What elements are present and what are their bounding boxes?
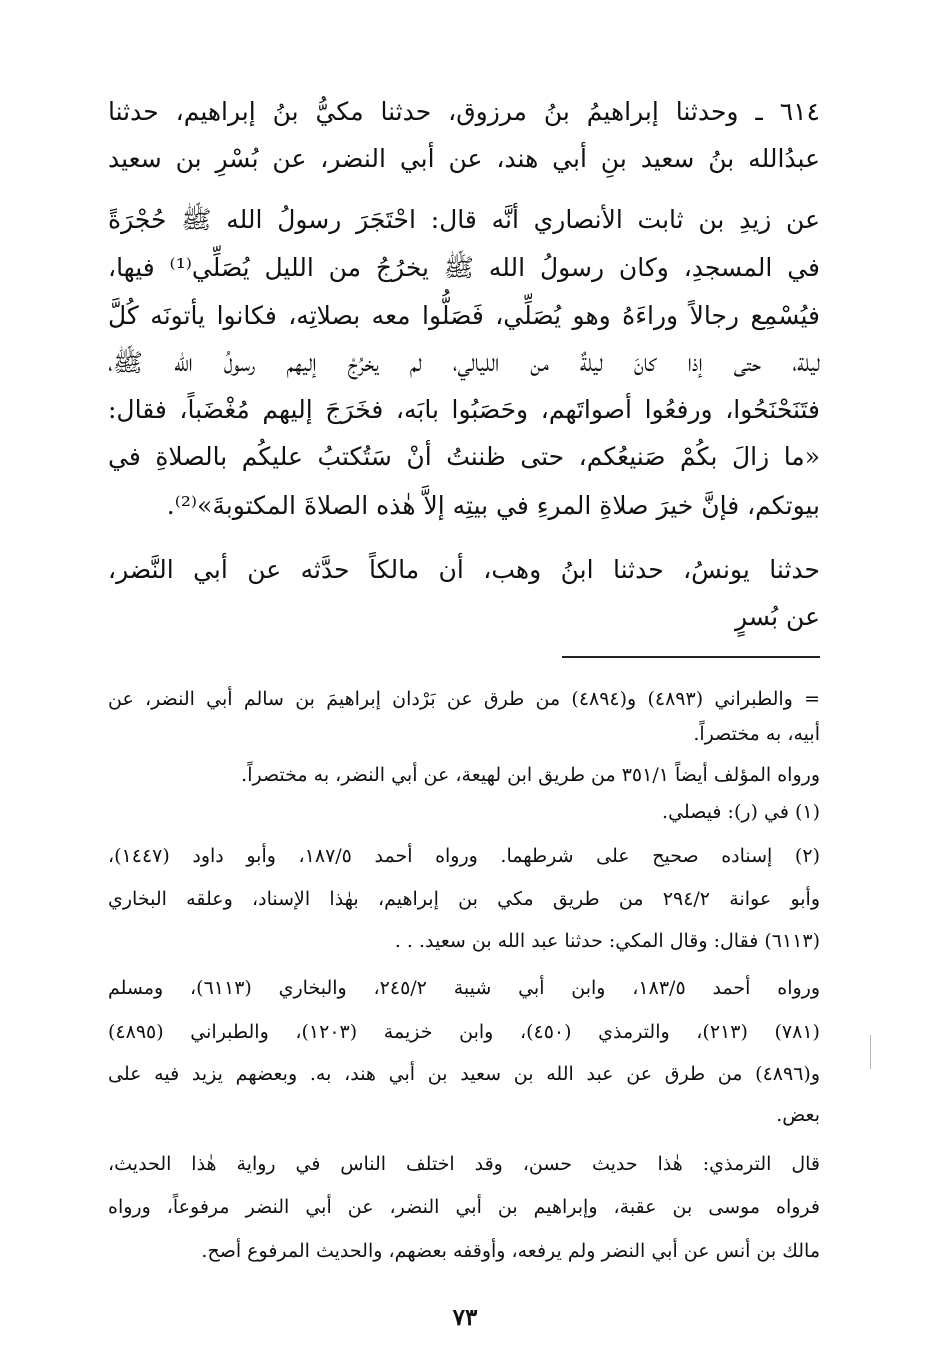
main-text-line: عبدُالله بنُ سعيد بنِ أبي هند، عن أبي النضر، عن بُسْرِ بن سعيد	[108, 144, 820, 173]
footnote-line: ورواه المؤلف أيضاً ٣٥١/١ من طريق ابن لهيعة، عن أبي النضر، به مختصراً.	[241, 764, 820, 786]
main-text-line: بيوتكم، فإنَّ خيرَ صلاةِ المرءِ في بيتِه إلاَّ هٰذه الصلاةَ المكتوبةَ»⁽²⁾.	[166, 491, 820, 520]
footnote-line: (٧٨١) (٢١٣)، والترمذي (٤٥٠)، وابن خزيمة (١٢٠٣)، والطبراني (٤٨٩٥)	[108, 1021, 820, 1043]
main-text-line: «ما زالَ بكُمْ صَنيعُكم، حتى ظننتُ أنْ سَتُكتبُ عليكُم بالصلاةِ في	[108, 442, 820, 471]
main-text-line: حدثنا يونسُ، حدثنا ابنُ وهب، أن مالكاً حدَّثه عن أبي النَّضر،	[108, 555, 820, 584]
footnote-line: ورواه أحمد ١٨٣/٥، وابن أبي شيبة ٢٤٥/٢، والبخاري (٦١١٣)، ومسلم	[108, 977, 821, 999]
main-text-line: عن زيدِ بن ثابت الأنصاري أنَّه قال: احْتَجَرَ رسولُ الله ﷺ حُجْرَةً	[108, 205, 820, 234]
main-text-line: فيُسْمِع رجالاً وراءَهُ وهو يُصَلِّي، فَصَلُّوا معه بصلاتِه، فكانوا يأتونَه كُلَّ	[108, 301, 820, 330]
footnote-line: أبيه، به مختصراً.	[693, 723, 820, 745]
footnote-line: (٢) إسناده صحيح على شرطهما. ورواه أحمد ١٨٧/٥، وأبو داود (١٤٤٧)،	[108, 845, 820, 867]
footnote-line: = والطبراني (٤٨٩٣) و(٤٨٩٤) من طرق عن بَرْدان إبراهيمَ بن سالم أبي النضر، عن	[108, 688, 820, 710]
footnote-line: قال الترمذي: هٰذا حديث حسن، وقد اختلف الناس في رواية هٰذا الحديث،	[108, 1153, 820, 1175]
footnote-line: (١) في (ر): فيصلي.	[662, 801, 820, 823]
main-text-line: في المسجدِ، وكان رسولُ الله ﷺ يخرُجُ من الليل يُصَلِّي⁽¹⁾ فيها،	[108, 253, 820, 282]
footnote-line: (٦١١٣) فقال: وقال المكي: حدثنا عبد الله بن سعيد. . .	[394, 930, 820, 952]
footnote-line: مالك بن أنس عن أبي النضر ولم يرفعه، وأوقفه بعضهم، والحديث المرفوع أصح.	[201, 1240, 820, 1262]
footnote-line: بعض.	[776, 1104, 820, 1126]
footnote-line: وأبو عوانة ٢٩٤/٢ من طريق مكي بن إبراهيم، بهٰذا الإسناد، وعلقه البخاري	[108, 888, 820, 910]
footnote-separator	[562, 656, 820, 659]
main-text-line: عن بُسرٍ	[735, 602, 820, 631]
footnote-line: و(٤٨٩٦) من طرق عن عبد الله بن سعيد بن أبي هند، به. وبعضهم يزيد فيه على	[108, 1063, 820, 1085]
page-number: ٧٣	[452, 1304, 478, 1331]
main-text-line: ٦١٤ ـ وحدثنا إبراهيمُ بنُ مرزوق، حدثنا مكيُّ بنُ إبراهيم، حدثنا	[108, 97, 820, 126]
main-text-line: ليلة، حتى إذا كانَ ليلةٌ من الليالي، لم يخرُجْ إليهم رسولُ الله ﷺ،	[108, 348, 820, 377]
footnote-line: فرواه موسى بن عقبة، وإبراهيم بن أبي النضر، عن أبي النضر مرفوعاً، ورواه	[108, 1196, 820, 1218]
main-text-line: فتَنَحْنَحُوا، ورفعُوا أصواتَهم، وحَصَبُوا بابَه، فخَرَجَ إليهم مُغْضَباً، فقال:	[108, 395, 820, 424]
scan-mark	[870, 1035, 871, 1069]
